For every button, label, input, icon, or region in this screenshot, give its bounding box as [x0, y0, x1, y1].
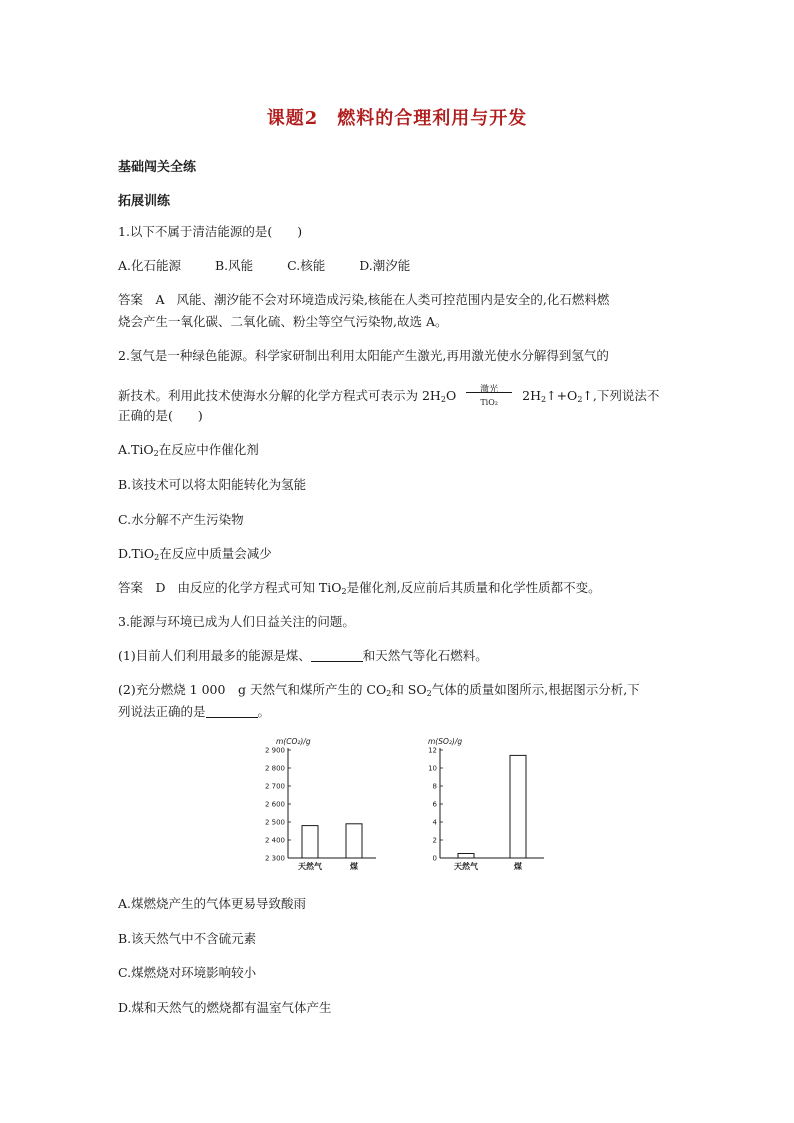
so2-bar-chart [418, 734, 548, 876]
q3-part2: (2)充分燃烧 1 000 g 天然气和煤所产生的 $CO_2$和 $SO_2$气体的质量如图所示,根据图示分析,下 [118, 682, 640, 698]
answer-blank-1[interactable] [311, 649, 363, 662]
y-tick-label: 2 600 [264, 800, 285, 809]
q3-part2-line2-text: 列说法正确的是 [118, 704, 206, 719]
y-tick-label: 2 300 [264, 854, 285, 863]
q3-part2-line2 [118, 702, 678, 722]
q3-option-b: B.该天然气中不含硫元素 [118, 931, 257, 946]
q2-answer-text1: 由反应的化学方程式可知 TiO [177, 580, 342, 595]
q2-option-d-text1: D.TiO [118, 546, 155, 561]
y-tick-label: 2 400 [264, 836, 285, 845]
bar [510, 755, 526, 858]
q2-option-a-text1: A.TiO [118, 442, 154, 457]
q2-product-h2: 2H [522, 388, 542, 403]
q3-part2-text3: 气体的质量如图所示,根据图示分析,下 [431, 682, 640, 697]
q1-answer-line2: 烧会产生一氧化碳、二氧化硫、粉尘等空气污染物,故选 A。 [118, 314, 448, 329]
q1-option-a: A.化石能源 [118, 258, 182, 273]
q2-product-o2: ↑+O [546, 388, 578, 403]
section-heading-basic: 基础闯关全练 [118, 160, 197, 175]
q1-stem: 1.以下不属于清洁能源的是( ) [118, 224, 303, 239]
page-title: 课题2 燃料的合理利用与开发 [266, 108, 528, 129]
q1-answer-prefix: 答案 A [118, 292, 165, 307]
x-tick-label: 煤 [514, 862, 522, 871]
reaction-condition: 激光 [480, 385, 499, 395]
q3-option-d: D.煤和天然气的燃烧都有温室气体产生 [118, 1000, 332, 1015]
bar [346, 824, 362, 858]
q1-options [118, 256, 678, 276]
q2-line3: 正确的是( ) [118, 408, 203, 423]
section-heading-extended: 拓展训练 [118, 194, 171, 209]
q2-line2-o: O [445, 388, 457, 403]
q2-line2: 新技术。利用此技术使海水分解的化学方程式可表示为 $2H_2O$ 激光 TiO₂ $2H_2↑+O_2↑$,下列说法不 [118, 382, 678, 410]
x-tick-label: 天然气 [454, 862, 478, 871]
co2-bar-chart [250, 734, 380, 876]
q2-option-d: D.TiO$_2$在反应中质量会减少 [118, 546, 272, 562]
q1-option-d: D.潮汐能 [359, 258, 411, 273]
q2-line2-end: ↑,下列说法不 [582, 388, 660, 403]
q2-answer-prefix: 答案 D [118, 580, 166, 595]
q3-option-a: A.煤燃烧产生的气体更易导致酸雨 [118, 896, 307, 911]
y-axis-label: m(SO₂)/g [428, 737, 463, 746]
q2-answer: 答案 D 由反应的化学方程式可知 TiO$_2$是催化剂,反应前后其质量和化学性质都不变。 [118, 580, 601, 596]
bar [458, 854, 474, 859]
q2-answer-text2: 是催化剂,反应前后其质量和化学性质都不变。 [346, 580, 601, 595]
q3-stem: 3.能源与环境已成为人们日益关注的问题。 [118, 614, 355, 629]
x-tick-label: 煤 [350, 862, 358, 871]
q1-answer-text1: 风能、潮汐能不会对环境造成污染,核能在人类可控范围内是安全的,化石燃料燃 [176, 292, 610, 307]
q3-part2-text1: (2)充分燃烧 1 000 g 天然气和煤所产生的 CO [118, 682, 387, 697]
y-tick-label: 8 [432, 782, 437, 791]
y-tick-label: 10 [428, 764, 437, 773]
q1-answer-line1 [118, 290, 678, 310]
q2-option-b: B.该技术可以将太阳能转化为氢能 [118, 477, 307, 492]
q2-option-c: C.水分解不产生污染物 [118, 512, 244, 527]
q2-line2-text: 新技术。利用此技术使海水分解的化学方程式可表示为 2H [118, 388, 441, 403]
q2-line1: 2.氢气是一种绿色能源。科学家研制出利用太阳能产生激光,再用激光使水分解得到氢气的 [118, 348, 609, 363]
q3-option-c: C.煤燃烧对环境影响较小 [118, 965, 257, 980]
x-tick-label: 天然气 [298, 862, 322, 871]
q3-part2-text2: 和 SO [391, 682, 427, 697]
reaction-arrow [464, 382, 514, 408]
y-axis-label: m(CO₂)/g [276, 737, 311, 746]
bar [302, 826, 318, 858]
y-tick-label: 2 700 [264, 782, 285, 791]
y-tick-label: 12 [428, 746, 437, 755]
q3-part1 [118, 646, 678, 666]
y-tick-label: 4 [432, 818, 437, 827]
q3-part1-text1: (1)目前人们利用最多的能源是煤、 [118, 648, 311, 663]
reaction-catalyst: TiO₂ [480, 398, 498, 407]
q1-option-c: C.核能 [287, 258, 326, 273]
y-tick-label: 2 800 [264, 764, 285, 773]
q3-part1-text2: 和天然气等化石燃料。 [362, 648, 488, 663]
y-tick-label: 0 [432, 854, 437, 863]
q3-part2-period: 。 [257, 704, 271, 719]
q2-option-d-text2: 在反应中质量会减少 [159, 546, 272, 561]
y-tick-label: 2 900 [264, 746, 285, 755]
y-tick-label: 6 [432, 800, 437, 809]
y-tick-label: 2 [432, 836, 437, 845]
y-tick-label: 2 500 [264, 818, 285, 827]
q1-option-b: B.风能 [215, 258, 254, 273]
answer-blank-2[interactable] [206, 705, 258, 718]
q2-option-a-text2: 在反应中作催化剂 [158, 442, 259, 457]
q2-option-a: A.TiO$_2$在反应中作催化剂 [118, 442, 259, 458]
